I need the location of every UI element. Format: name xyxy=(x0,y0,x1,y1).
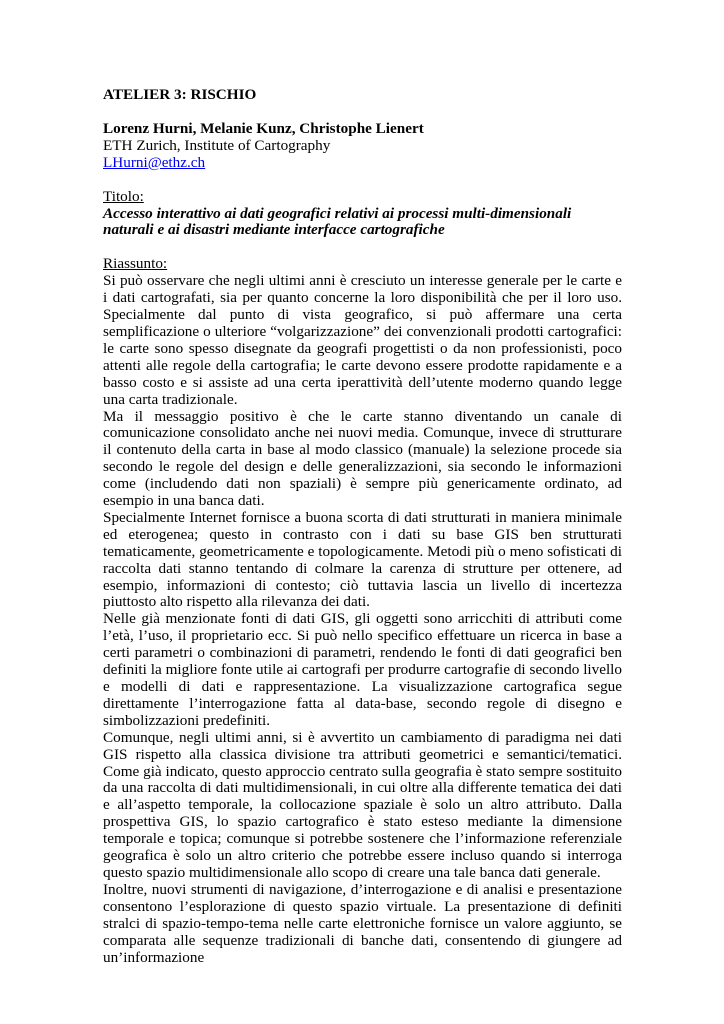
title-label: Titolo: xyxy=(103,187,144,205)
paper-title: Accesso interattivo ai dati geografici relativi ai processi multi-dimensionali naturali e ai disastri mediante interfacce cartografiche xyxy=(103,204,572,239)
email-link[interactable]: LHurni@ethz.ch xyxy=(103,153,206,171)
summary-label: Riassunto: xyxy=(103,255,168,273)
spacer xyxy=(103,172,622,189)
spacer xyxy=(103,239,622,256)
affiliation: ETH Zurich, Institute of Cartography xyxy=(103,136,331,154)
summary-paragraph: Specialmente Internet fornisce a buona scorta di dati strutturati in maniera minimale ed eterogenea; questo in contrasto con i dati su base GIS ben strutturati tematicamente, geometricamente e topologicamente. Metodi più o meno sofisticati di raccolta dati stanno tentando di colmare la carenza di strutture per ottenere, ad esempio, informazioni di contesto; ciò tuttavia lascia un livello di incertezza piuttosto alto rispetto alla rilevanza dei dati. xyxy=(103,508,622,611)
spacer xyxy=(103,104,622,121)
summary-paragraph: Si può osservare che negli ultimi anni è cresciuto un interesse generale per le carte e i dati cartografati, sia per quanto concerne la loro disponibilità che per il loro uso. Specialmente dal punto di vista geografico, si può affermare una certa semplificazione o ulteriore “volgarizzazione” dei convenzionali prodotti cartografici: le carte sono spesso disegnate da geografi progettisti o da non professionisti, poco attenti alle regole della cartografia; le carte devono essere prodotte rapidamente e a basso costo e si assiste ad una certa iperattività dell’utente moderno quando legge una carta tradizionale. xyxy=(103,272,622,408)
summary-paragraph: Comunque, negli ultimi anni, si è avvertito un cambiamento di paradigma nei dati GIS rispetto alla classica divisione tra attributi geometrici e semantici/tematici. Come già indicato, questo approccio centrato sulla geografia è stato sempre sostituito da una raccolta di dati multidimensionali, in cui oltre alla differente tematica dei dati e all’aspetto temporale, la collocazione spaziale è solo un altro attributo. Dalla prospettiva GIS, lo spazio cartografico è stato esteso mediante la dimensione temporale e topica; comunque si potrebbe sostenere che l’informazione referenziale geografica è solo un altro criterio che potrebbe essere incluso quando si interroga questo spazio multidimensionale allo scopo di creare una tale banca dati generale. xyxy=(103,728,622,881)
authors: Lorenz Hurni, Melanie Kunz, Christophe Lienert xyxy=(103,119,424,137)
summary-paragraph: Inoltre, nuovi strumenti di navigazione, d’interrogazione e di analisi e presentazione consentono l’esplorazione di questo spazio virtuale. La presentazione di definiti stralci di spazio-tempo-tema nelle carte elettroniche fornisce un valore aggiunto, se comparata alle sequenze tradizionali di banche dati, consentendo di giungere ad un’informazione xyxy=(103,880,622,966)
summary-paragraph: Nelle già menzionate fonti di dati GIS, gli oggetti sono arricchiti di attributi come l’età, l’uso, il proprietario ecc. Si può nello specifico effettuare un ricerca in base a certi parametri o combinazioni di parametri, rendendo le fonti di dati geografici ben definiti la migliore fonte utile ai cartografi per produrre cartografie di secondo livello e modelli di dati e rappresentazione. La visualizzazione cartografica segue direttamente l’interrogazione fatta al data-base, secondo regole di disegno e simbolizzazioni predefiniti. xyxy=(103,610,622,729)
summary-paragraph: Ma il messaggio positivo è che le carte stanno diventando un canale di comunicazione consolidato anche nei nuovi media. Comunque, invece di strutturare il contenuto della carta in base al modo classico (manuale) la selezione procede sia secondo le regole del design e delle generalizzazioni, sia secondo le informazioni come (includendo dati non spaziali) è sempre più genericamente ordinato, ad esempio in una banca dati. xyxy=(103,407,622,510)
section-heading: ATELIER 3: RISCHIO xyxy=(103,86,257,103)
document-page xyxy=(103,87,622,966)
